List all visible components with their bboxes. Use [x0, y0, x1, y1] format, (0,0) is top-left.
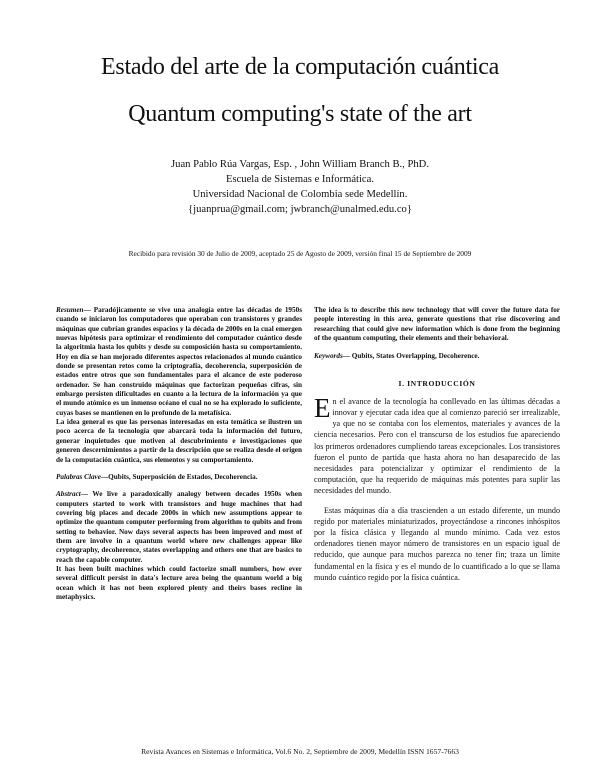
- abstract-paragraph-3: The idea is to describe this new technology that will cover the future data for people interesting in this area, generate questions that rise discovering and researching that could give new information which is done from the beginning of the quantum computing, their elements and their behavioral.: [314, 306, 560, 343]
- author-block: [0, 157, 600, 217]
- left-column: [56, 306, 302, 602]
- resumen-text: — Paradójicamente se vive una analogía entre las décadas de 1950s cuando se iniciaron los computadores que operaban con transistores y grandes máquinas que cubrían grandes espacios y la década de 2000s en la cual emergen nuevas hipótesis para optimizar el rendimiento del computador cuántico desde la algoritmia hasta los qubits y desde su composición hasta su comportamiento. Hoy en día se han mejorado diferentes aspectos relacionados al mundo cuántico donde se presentan retos como la criptografía, decoherencia, superposición de estados entre otros que son fundamentales para el alcance de este poderoso ordenador. Se han construido máquinas que factorizan pequeñas cifras, sin embargo persisten dificultades en cuanto a la lectura de la información ya que el mundo atómico es un inmenso océano el cual no se ha explorado lo suficiente, cuyas bases se mantienen en lo profundo de la metafísica.: [56, 306, 302, 417]
- palabras-clave: [56, 473, 302, 482]
- keywords-label: Keywords: [314, 352, 343, 361]
- section-title: I. INTRODUCCIÓN: [398, 378, 476, 388]
- palabras-clave-text: —Qubits, Superposición de Estados, Decoherencia.: [100, 472, 258, 481]
- title-spanish: Estado del arte de la computación cuántica: [101, 54, 499, 80]
- abstract-paragraph: [56, 490, 302, 565]
- author-school: Escuela de Sistemas e Informática.: [226, 174, 374, 185]
- intro-paragraph-2: Estas máquinas día a día trascienden a un estado diferente, un mundo regido por materiales miniaturizados, proyectándose a rincones inhóspitos por la física clásica y llegando al mundo mínimo. Cada vez estos ordenadores tienen mayor número de transistores en un espacio igual de reducido, que aunque para muchos parezca no tener fin; traza un límite fundamental en la física y es el mundo de lo cuantificado a lo que se llama mundo cuántico regido por la física cuántica.: [314, 505, 560, 582]
- abstract-text: — We live a paradoxically analogy between decades 1950s when computers started to work with transistors and huge machines that had covering big places and decade 2000s in which new assumptions appear to optimize the quantum computer performing from algorithm to qubits and from setting to behavior. Now days several aspects has been improved and most of them are involve in a quantum world where new challenges appear like cryptography, decoherence, states overlapping and others one that are basics to reach the capable computer.: [56, 490, 302, 564]
- author-names: Juan Pablo Rúa Vargas, Esp. , John William Branch B., PhD.: [171, 159, 429, 170]
- right-column: [314, 306, 560, 583]
- author-university: Universidad Nacional de Colombia sede Medellín.: [192, 189, 408, 200]
- resumen-paragraph: [56, 306, 302, 418]
- dropcap: E: [314, 392, 331, 423]
- resumen-label: Resumen: [56, 306, 84, 314]
- abstract-label: Abstract: [56, 490, 81, 499]
- keywords-text: — Qubits, States Overlapping, Decoherence.: [342, 352, 480, 361]
- journal-footer: Revista Avances en Sistemas e Informática, Vol.6 No. 2, Septiembre de 2009, Medellín ISSN 1657-7663: [141, 747, 459, 756]
- resumen-paragraph-2: La idea general es que las personas interesadas en esta temática se ilustren un poco acerca de la tecnología que abarcará toda la información del futuro, generar inquietudes que motiven al descubrimiento e investigaciones que generen descernimientos a partir de la descripción que se realiza desde el origen de la computación cuántica, sus elementos y su comportamiento.: [56, 418, 302, 464]
- abstract-paragraph-2: It has been built machines which could factorize small numbers, how ever several difficult persist in data's lecture area being the quantum world a big ocean which it has not been explored plenty and theirs bases recline in metaphysics.: [56, 564, 302, 601]
- author-emails: {juanprua@gmail.com; jwbranch@unalmed.edu.co}: [188, 204, 412, 215]
- title-english: Quantum computing's state of the art: [128, 101, 472, 127]
- intro-text-1: n el avance de la tecnología ha conllevado en las últimas décadas a innovar y ejecutar cada idea que al comienzo pareció ser irrealizable, ya que no se contaba con los elementos, materiales y avances de la ciencia necesarios. Pero con el transcurso de los estudios fue apareciendo los primeros ordenadores cumpliendo tareas excepcionales. Los transistores fueron el punto de partida que hasta ahora no han desaparecido de las necesidades para potencializar y optimizar el rendimiento de la computación, que ha requerido de máquinas más potentes para suplir las necesidades del mundo.: [314, 396, 560, 496]
- keywords: [314, 352, 560, 361]
- palabras-clave-label: Palabras Clave: [56, 472, 101, 481]
- received-dates: Recibido para revisión 30 de Julio de 2009, aceptado 25 de Agosto de 2009, versión final 15 de Septiembre de 2009: [128, 249, 472, 258]
- intro-paragraph-1: [314, 392, 560, 497]
